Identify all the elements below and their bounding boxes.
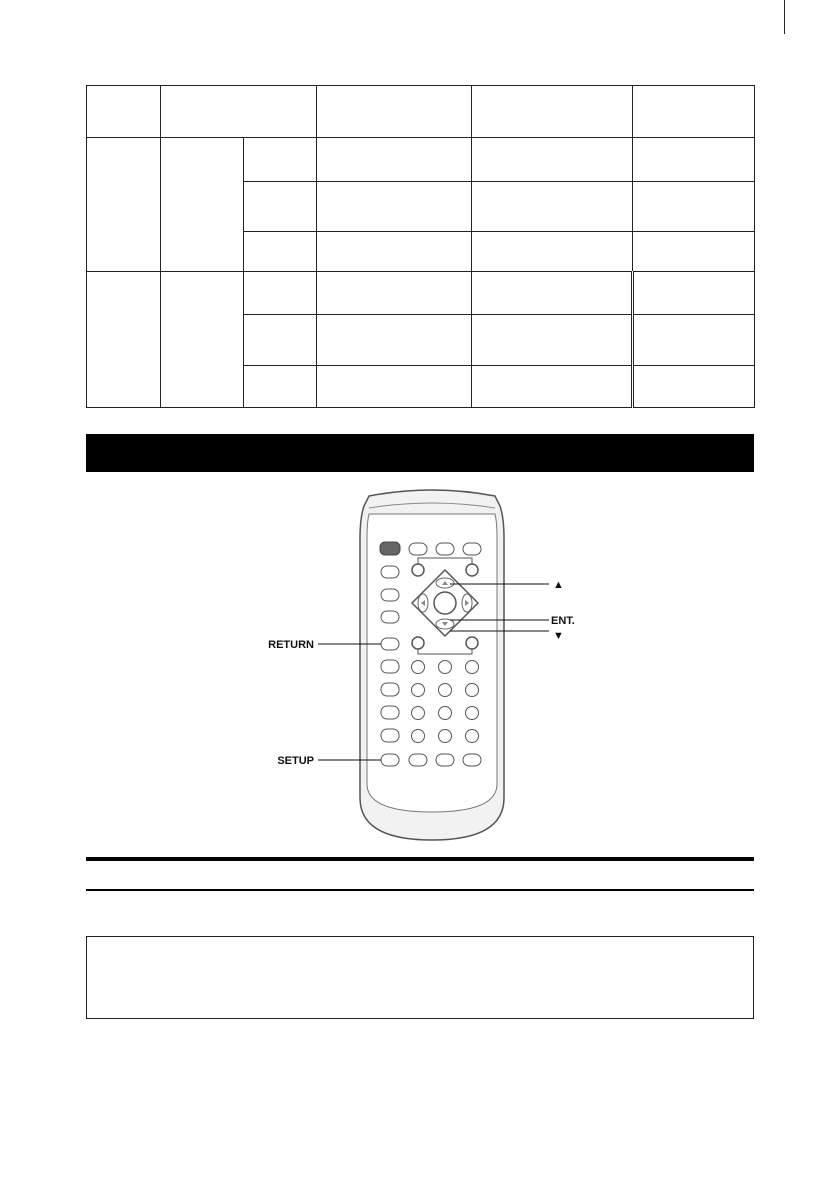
section-heading-bar — [86, 434, 754, 472]
remote-button[interactable] — [463, 754, 481, 766]
remote-button[interactable] — [381, 611, 399, 623]
table-cell — [161, 272, 244, 408]
return-callout-label: RETURN — [268, 639, 314, 651]
table-cell — [633, 138, 755, 182]
remote-button[interactable] — [381, 660, 399, 673]
table-cell — [161, 86, 317, 138]
number-button[interactable] — [439, 661, 452, 674]
table-cell — [317, 182, 472, 232]
remote-button[interactable] — [381, 706, 399, 719]
table-cell — [472, 315, 633, 366]
setup-callout-label: SETUP — [277, 755, 314, 767]
down-callout-label: ▼ — [553, 630, 564, 642]
note-box — [86, 936, 754, 1019]
number-button[interactable] — [412, 684, 425, 697]
table-cell — [161, 138, 244, 272]
power-button[interactable] — [380, 542, 400, 555]
number-button[interactable] — [466, 707, 479, 720]
table-cell — [633, 366, 755, 408]
remote-button[interactable] — [381, 729, 399, 742]
number-button[interactable] — [439, 707, 452, 720]
remote-button[interactable] — [381, 683, 399, 696]
remote-button[interactable] — [412, 564, 424, 576]
remote-button[interactable] — [463, 543, 481, 555]
remote-button[interactable] — [436, 543, 454, 555]
table-cell — [87, 138, 161, 272]
table-cell — [244, 182, 317, 232]
table-cell — [244, 315, 317, 366]
setup-button[interactable] — [381, 754, 399, 766]
remote-button[interactable] — [381, 566, 399, 578]
number-button[interactable] — [412, 730, 425, 743]
remote-button[interactable] — [409, 754, 427, 766]
ent-callout-label: ENT. — [551, 615, 575, 627]
remote-button[interactable] — [466, 564, 478, 576]
table-cell — [633, 86, 755, 138]
table-cell — [317, 272, 472, 315]
table-cell — [317, 315, 472, 366]
table-cell — [317, 86, 472, 138]
number-button[interactable] — [466, 684, 479, 697]
table-cell — [244, 366, 317, 408]
remote-button[interactable] — [466, 637, 478, 649]
section-rule-thin — [86, 889, 754, 891]
table-cell — [472, 86, 633, 138]
table-cell — [317, 138, 472, 182]
table-cell — [633, 315, 755, 366]
table-cell — [87, 86, 161, 138]
table-cell — [633, 182, 755, 232]
number-button[interactable] — [466, 661, 479, 674]
remote-button[interactable] — [436, 754, 454, 766]
remote-control-illustration — [86, 478, 754, 850]
table-cell — [317, 232, 472, 272]
table-header-row — [87, 86, 755, 138]
remote-button[interactable] — [409, 543, 427, 555]
number-button[interactable] — [412, 661, 425, 674]
number-button[interactable] — [439, 684, 452, 697]
table-cell — [87, 272, 161, 408]
table-cell — [244, 272, 317, 315]
remote-button[interactable] — [412, 637, 424, 649]
table-cell — [633, 272, 755, 315]
spec-table — [86, 85, 755, 408]
number-button[interactable] — [466, 730, 479, 743]
section-rule-thick — [86, 857, 754, 861]
table-cell — [472, 232, 633, 272]
table-cell — [472, 366, 633, 408]
table-cell — [472, 272, 633, 315]
table-cell — [633, 232, 755, 272]
table-row — [87, 272, 755, 315]
enter-button[interactable] — [434, 592, 456, 614]
table-cell — [244, 138, 317, 182]
remote-button[interactable] — [381, 589, 399, 601]
table-cell — [472, 182, 633, 232]
number-button[interactable] — [412, 707, 425, 720]
table-row — [87, 138, 755, 182]
number-button[interactable] — [439, 730, 452, 743]
table-cell — [472, 138, 633, 182]
return-button[interactable] — [381, 638, 399, 650]
up-callout-label: ▲ — [553, 579, 564, 591]
remote-control-figure — [86, 478, 754, 850]
table-cell — [244, 232, 317, 272]
table-cell — [317, 366, 472, 408]
top-vertical-rule — [784, 0, 785, 34]
